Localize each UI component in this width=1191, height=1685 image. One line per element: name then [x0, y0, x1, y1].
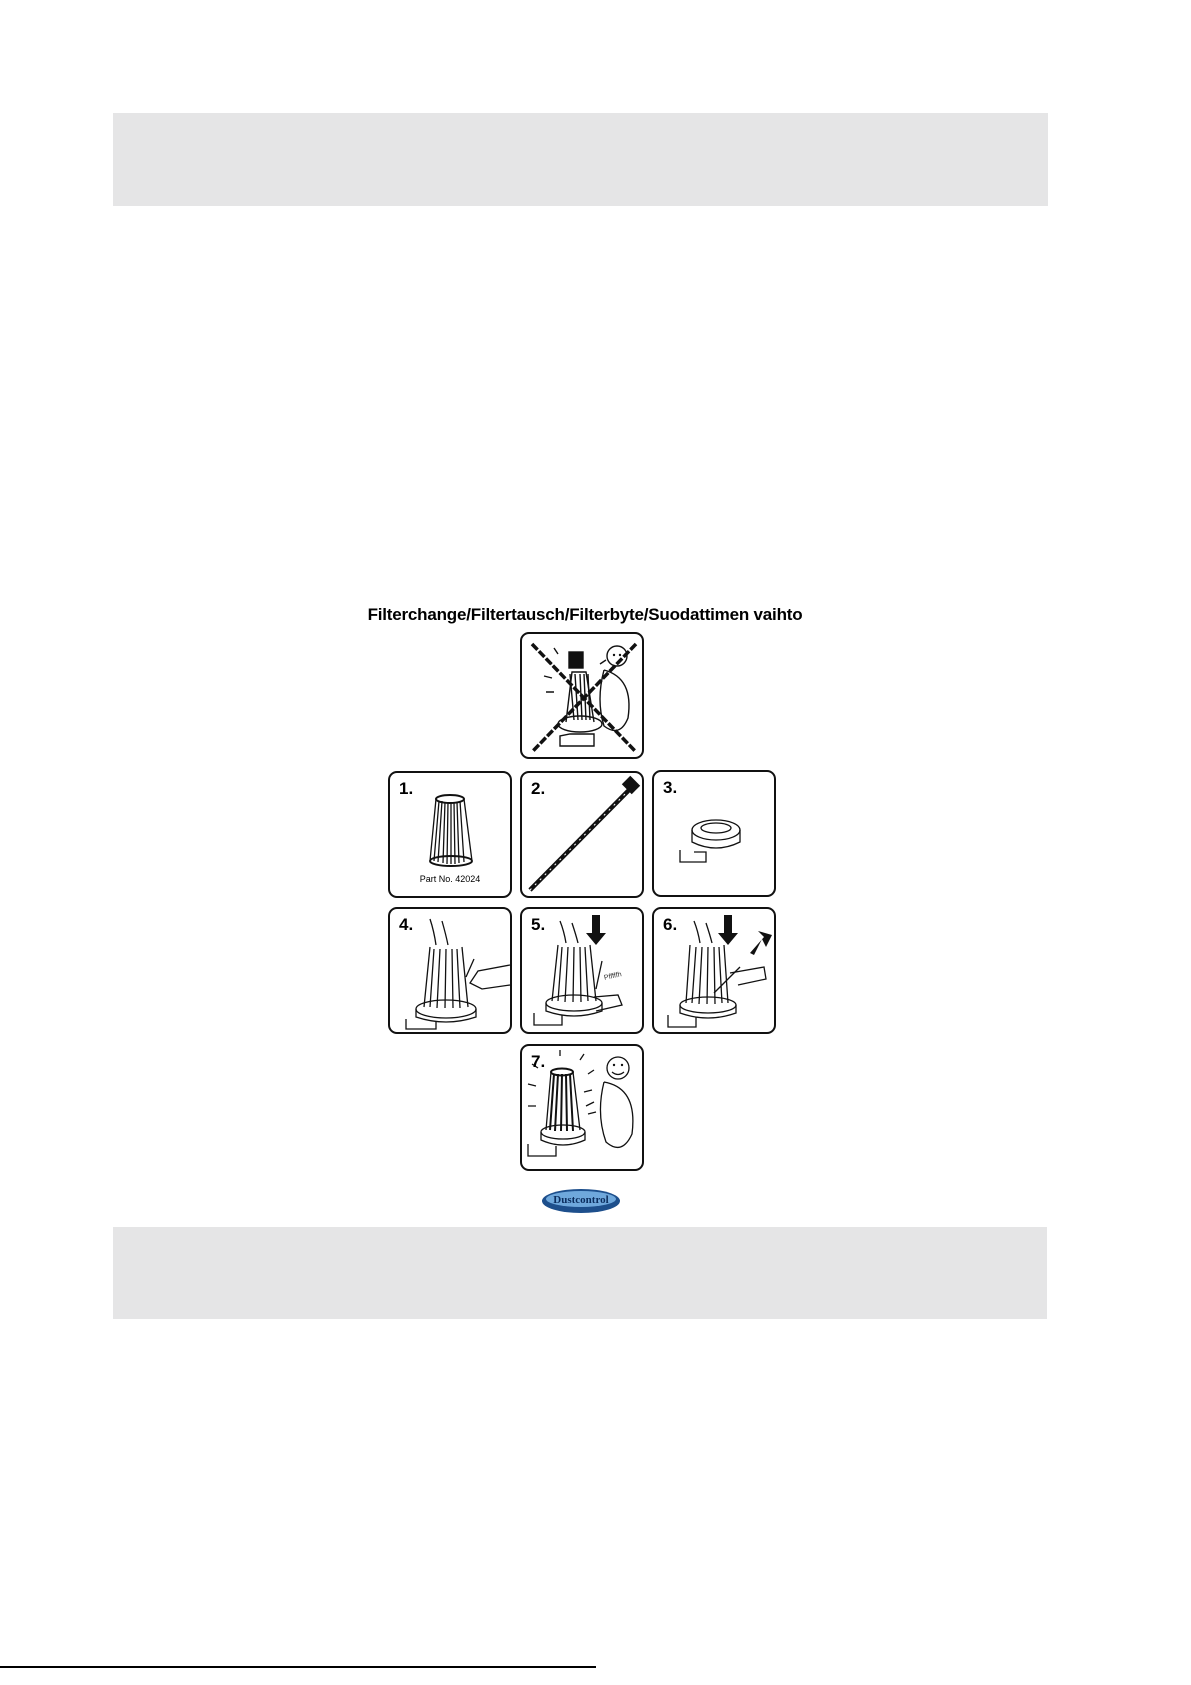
- puff-label: Pfffffh: [603, 971, 623, 982]
- panel-prohibited: [520, 632, 644, 759]
- prohibited-illustration: [522, 634, 646, 761]
- panel-step-1: [388, 771, 512, 898]
- dustcontrol-logo: [541, 1188, 622, 1214]
- step-number: 4.: [399, 915, 414, 934]
- step-number: 3.: [663, 778, 678, 797]
- panel-step-5: [520, 907, 644, 1034]
- step-number: 1.: [399, 779, 414, 798]
- panel-step-6: [652, 907, 776, 1034]
- step-number: 5.: [531, 915, 546, 934]
- part-number-label: Part No. 42024: [419, 874, 481, 884]
- panel-step-2: [520, 771, 644, 898]
- step-number: 6.: [663, 915, 678, 934]
- header-band: [113, 113, 1048, 206]
- footnote-rule: [0, 1666, 596, 1668]
- footer-band: [113, 1227, 1047, 1319]
- panel-step-4: [388, 907, 512, 1034]
- figure-title: Filterchange/Filtertausch/Filterbyte/Suodattimen vaihto: [367, 605, 803, 624]
- panel-step-7: [520, 1044, 644, 1171]
- panel-step-3: [652, 770, 776, 897]
- svg-text:Dustcontrol: Dustcontrol: [553, 1194, 609, 1206]
- step-number: 2.: [531, 779, 546, 798]
- step-number: 7.: [531, 1052, 546, 1071]
